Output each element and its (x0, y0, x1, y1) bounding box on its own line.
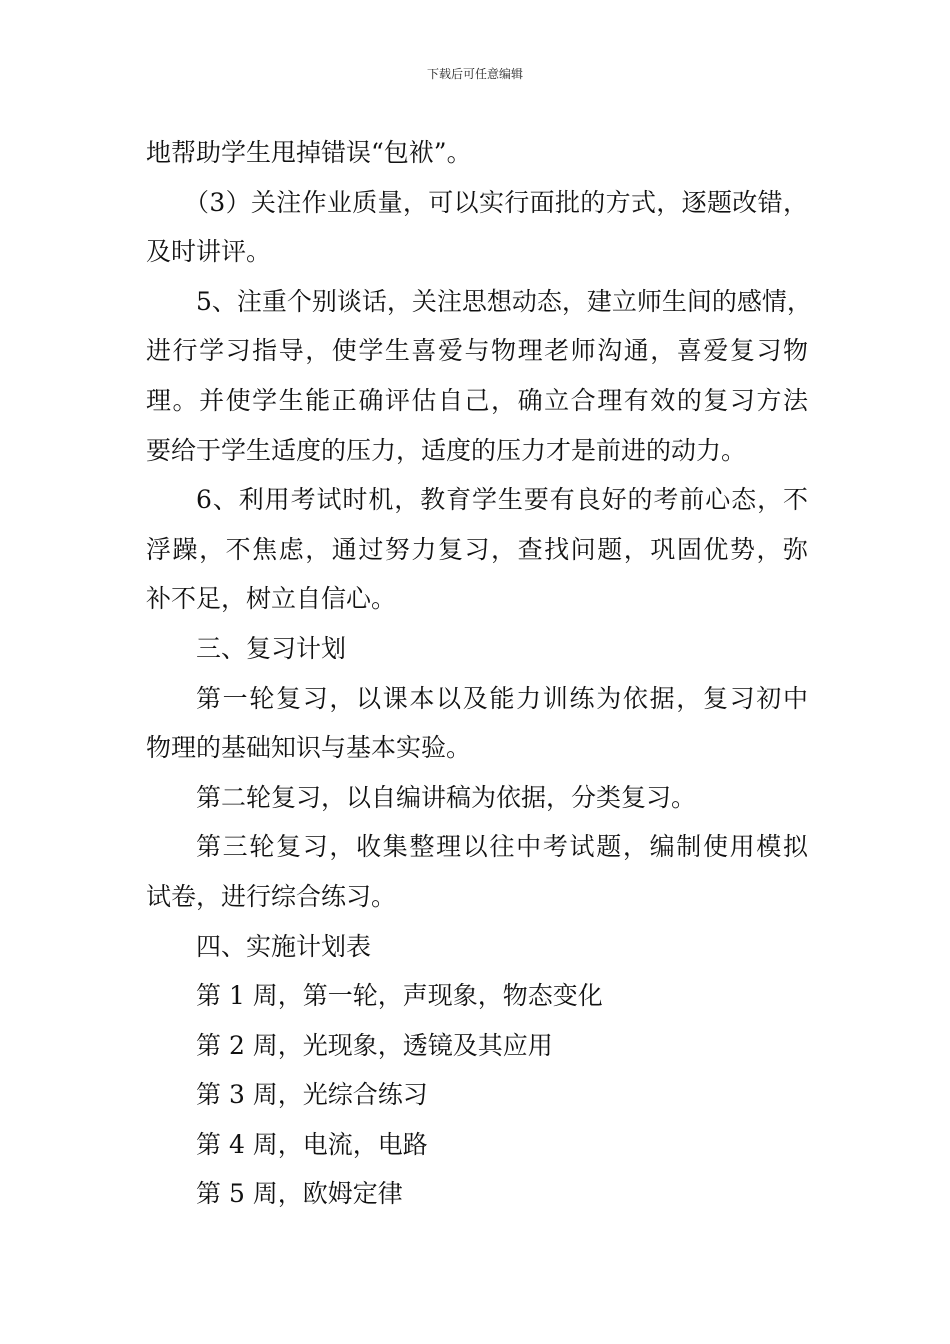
section-heading: 四、实施计划表 (196, 931, 372, 961)
text-line: 要给于学生适度的压力，适度的压力才是前进的动力。 (146, 435, 747, 465)
schedule-item: 第 2 周，光现象，透镜及其应用 (196, 1030, 553, 1060)
page-header: 下载后可任意编辑 (426, 67, 523, 81)
schedule-item: 第 5 周，欧姆定律 (196, 1179, 403, 1209)
text-line: 理。并使学生能正确评估自己，确立合理有效的复习方法 (146, 385, 808, 415)
schedule-item: 第 1 周，第一轮，声现象，物态变化 (196, 981, 603, 1011)
document-body (146, 128, 812, 1219)
text-line: 补不足，树立自信心。 (146, 584, 397, 614)
text-line: 第三轮复习，收集整理以往中考试题，编制使用模拟 (196, 832, 808, 862)
text-line: 第一轮复习，以课本以及能力训练为依据，复习初中 (196, 683, 808, 713)
schedule-item: 第 3 周，光综合练习 (196, 1080, 428, 1110)
text-line: 第二轮复习，以自编讲稿为依据，分类复习。 (196, 782, 697, 812)
text-line: 6、利用考试时机，教育学生要有良好的考前心态，不 (196, 485, 808, 515)
text-line: 物理的基础知识与基本实验。 (146, 733, 472, 763)
text-line: 进行学习指导，使学生喜爱与物理老师沟通，喜爱复习物 (146, 336, 808, 366)
text-line: 浮躁，不焦虑，通过努力复习，查找问题，巩固优势，弥 (146, 534, 808, 564)
text-line: 地帮助学生甩掉错误“包袱”。 (146, 138, 472, 167)
schedule-item: 第 4 周，电流，电路 (196, 1129, 428, 1159)
text-line: 5、注重个别谈话，关注思想动态，建立师生间的感情， (196, 286, 812, 316)
text-line: 试卷，进行综合练习。 (146, 881, 397, 911)
text-line: （3）关注作业质量，可以实行面批的方式，逐题改错， (184, 187, 808, 217)
text-line: 及时讲评。 (146, 237, 272, 267)
section-heading: 三、复习计划 (196, 633, 347, 663)
